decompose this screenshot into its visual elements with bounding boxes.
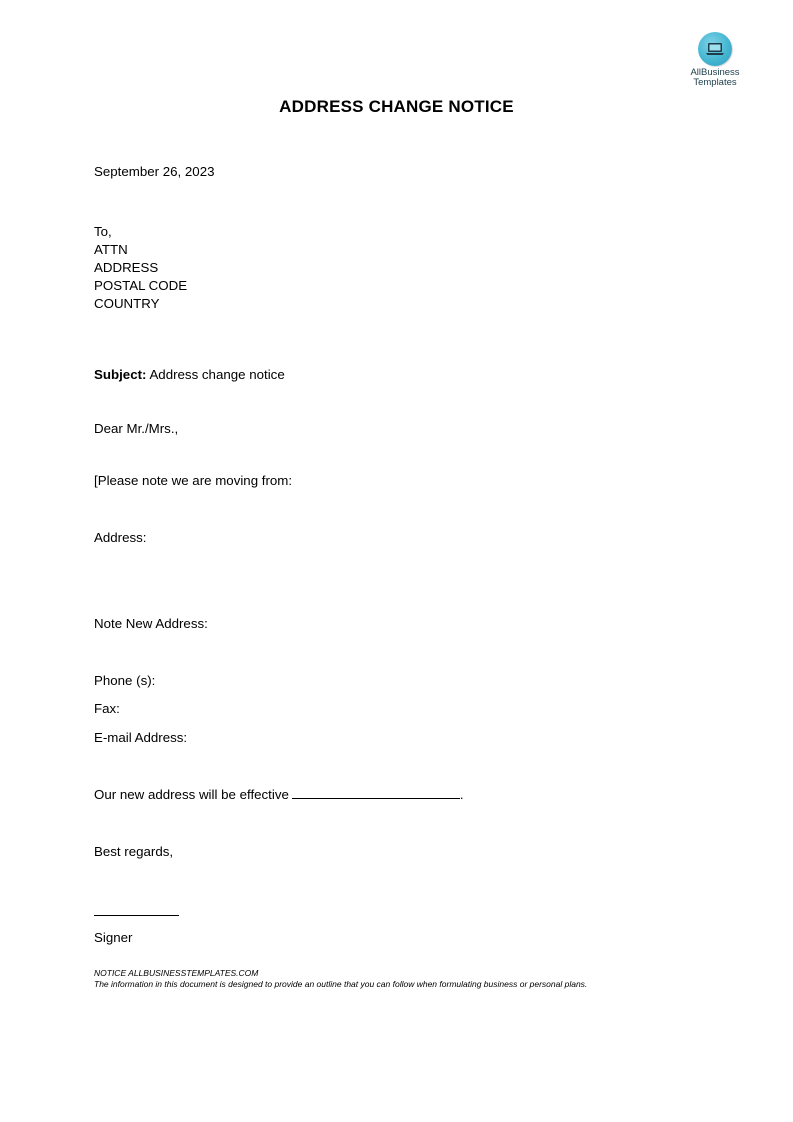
subject-text: Address change notice — [149, 367, 285, 382]
letter-date: September 26, 2023 — [94, 164, 215, 179]
phone-label: Phone (s): — [94, 673, 156, 688]
old-address-label: Address: — [94, 530, 147, 545]
subject-line — [94, 366, 285, 384]
recipient-postal-code: POSTAL CODE — [94, 278, 188, 293]
new-address-label: Note New Address: — [94, 616, 208, 631]
fax-label: Fax: — [94, 701, 120, 716]
signature-line — [94, 915, 179, 916]
moving-from-text: [Please note we are moving from: — [94, 473, 293, 488]
effective-date-line — [94, 786, 464, 804]
laptop-icon — [705, 41, 725, 57]
effective-text: Our new address will be effective — [94, 787, 289, 802]
closing: Best regards, — [94, 844, 174, 859]
document-title: ADDRESS CHANGE NOTICE — [279, 97, 514, 116]
signer-name: Signer — [94, 930, 133, 945]
footer-notice: NOTICE ALLBUSINESSTEMPLATES.COM — [94, 968, 259, 978]
email-label: E-mail Address: — [94, 730, 188, 745]
recipient-country: COUNTRY — [94, 296, 160, 311]
allbusiness-templates-logo — [676, 32, 754, 88]
effective-date-blank — [292, 786, 460, 799]
recipient-attn: ATTN — [94, 242, 128, 257]
subject-label: Subject: — [94, 367, 147, 382]
salutation: Dear Mr./Mrs., — [94, 421, 179, 436]
effective-end: . — [459, 787, 464, 802]
recipient-to: To, — [94, 224, 112, 239]
logo-badge — [698, 32, 732, 66]
footer-disclaimer: The information in this document is designed to provide an outline that you can follow when formulating business or personal plans. — [94, 979, 588, 989]
recipient-address: ADDRESS — [94, 260, 159, 275]
logo-text-line1: AllBusiness — [690, 67, 740, 78]
logo-text-line2: Templates — [693, 77, 737, 88]
